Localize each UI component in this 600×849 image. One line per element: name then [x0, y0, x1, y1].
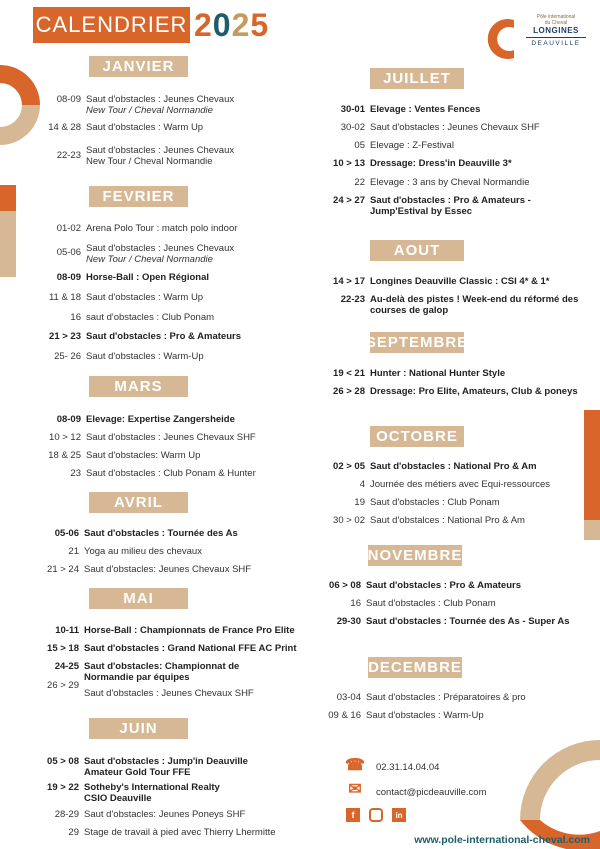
event-row: 28-29 Saut d'obstacles: Jeunes Poneys SHF: [54, 809, 246, 820]
event-row: 08-09 Saut d'obstacles : Jeunes Chevaux New Tour / Cheval Normandie: [56, 94, 235, 116]
month-octobre: OCTOBRE: [370, 426, 464, 447]
website-link[interactable]: www.pole-international-cheval.com: [414, 834, 590, 846]
month-septembre: SEPTEMBRE: [365, 334, 469, 351]
month-juillet: JUILLET: [370, 68, 464, 89]
event-row: 14 > 17 Longines Deauville Classic : CSI 4* & 1*: [333, 276, 550, 287]
event-row: 23 Saut d'obstacles : Club Ponam & Hunter: [70, 468, 256, 479]
phone-icon: ☎: [345, 757, 365, 774]
calendar-title: CALENDRIER: [33, 7, 190, 43]
month-juin: JUIN: [89, 718, 188, 739]
month-novembre: NOVEMBRE: [367, 547, 463, 564]
event-row: 08-09 Horse-Ball : Open Régional: [56, 272, 209, 283]
event-row: 08-09 Elevage: Expertise Zangersheide: [56, 414, 235, 425]
month-janvier: JANVIER: [89, 56, 188, 77]
event-row: 15 > 18 Saut d'obstacles : Grand National FFE AC Print: [47, 643, 297, 654]
event-row: 05-06 Saut d'obstacles : Jeunes Chevaux New Tour / Cheval Normandie: [56, 243, 235, 265]
event-row: 05-06 Saut d'obstacles : Tournée des As: [54, 528, 238, 539]
year-title: 2025: [194, 7, 270, 43]
month-mars: MARS: [89, 376, 188, 397]
event-row: 29-30 Saut d'obstacles : Tournée des As - Super As: [336, 616, 570, 627]
month-fevrier: FEVRIER: [89, 186, 188, 207]
event-row: 21 > 23 Saut d'obstacles : Pro & Amateurs: [49, 331, 242, 342]
event-row: 03-04 Saut d'obstacles : Préparatoires & pro: [336, 692, 526, 703]
event-row: 30-01 Elevage : Ventes Fences: [340, 104, 481, 115]
event-row: 19 < 21 Hunter : National Hunter Style: [333, 368, 506, 379]
event-row: 29 Stage de travail à pied avec Thierry Lhermitte: [68, 827, 276, 838]
event-row: 4 Journée des métiers avec Equi-ressources: [359, 479, 551, 490]
event-row: 30 > 02 Saut d'obstalces : National Pro & Am: [333, 515, 525, 526]
event-row: 19 > 22 Sotheby's International Realty CSIO Deauville: [47, 782, 220, 804]
event-row: 26 > 28 Dressage: Pro Elite, Amateurs, Club & poneys: [333, 386, 578, 397]
event-row: 30-02 Saut d'obstacles : Jeunes Chevaux SHF: [340, 122, 540, 133]
event-row: 14 & 28 Saut d'obstacles : Warm Up: [48, 122, 204, 133]
event-row: 10-11 Horse-Ball : Championnats de France Pro Elite: [55, 625, 295, 636]
event-row: 02 > 05 Saut d'obstacles : National Pro & Am: [333, 461, 537, 472]
event-row: 10 > 13 Dressage: Dress'in Deauville 3*: [333, 158, 512, 169]
month-avril: AVRIL: [89, 492, 188, 513]
linkedin-icon[interactable]: in: [392, 808, 406, 822]
event-row: 05 > 08 Saut d'obstacles : Jump'in Deauville Amateur Gold Tour FFE: [47, 756, 248, 778]
event-row: 25- 26 Saut d'obstacles : Warm-Up: [54, 351, 204, 362]
event-row: 22-23 Au-delà des pistes ! Week-end du réformé des courses de galop: [340, 294, 579, 316]
event-row: 21 > 24 Saut d'obstacles: Jeunes Chevaux SHF: [47, 564, 252, 575]
event-row: 22 Elevage : 3 ans by Cheval Normandie: [354, 177, 530, 188]
month-aout: AOUT: [370, 240, 464, 261]
month-decembre: DECEMBRE: [368, 659, 462, 676]
event-row: 10 > 12 Saut d'obstacles : Jeunes Chevaux SHF: [49, 432, 256, 443]
event-row: 21 Yoga au milieu des chevaux: [68, 546, 202, 557]
event-row: 06 > 08 Saut d'obstacles : Pro & Amateurs: [329, 580, 522, 591]
event-row: 19 Saut d'obstacles : Club Ponam: [354, 497, 500, 508]
phone-number[interactable]: 02.31.14.04.04: [376, 762, 440, 773]
event-row: 24 > 27 Saut d'obstacles : Pro & Amateurs - Jump'Estival by Essec: [333, 195, 531, 217]
event-row: 26 > 29 Saut d'obstacles : Jeunes Chevaux SHF: [47, 680, 254, 699]
month-mai: MAI: [89, 588, 188, 609]
envelope-icon: ✉: [348, 781, 362, 798]
event-row: 24-25 Saut d'obstacles: Championnat de Normandie par équipes: [54, 661, 240, 683]
event-row: 11 & 18 Saut d'obstacles : Warm Up: [48, 292, 204, 303]
event-row: 22-23 Saut d'obstacles : Jeunes Chevaux New Tour / Cheval Normandie: [56, 145, 235, 167]
event-row: 05 Elevage : Z-Festival: [354, 140, 454, 151]
event-row: 16 saut d'obstacles : Club Ponam: [70, 312, 215, 323]
instagram-icon[interactable]: [369, 808, 383, 822]
event-row: 16 Saut d'obstacles : Club Ponam: [350, 598, 496, 609]
event-row: 01-02 Arena Polo Tour : match polo indoor: [56, 223, 238, 234]
email-link[interactable]: contact@picdeauville.com: [376, 787, 487, 798]
event-row: 09 & 16 Saut d'obstacles : Warm-Up: [328, 710, 484, 721]
facebook-icon[interactable]: f: [346, 808, 360, 822]
event-row: 18 & 25 Saut d'obstacles: Warm Up: [48, 450, 201, 461]
logo: Pôle international du Cheval LONGINES DEAUVILLE: [526, 14, 586, 47]
